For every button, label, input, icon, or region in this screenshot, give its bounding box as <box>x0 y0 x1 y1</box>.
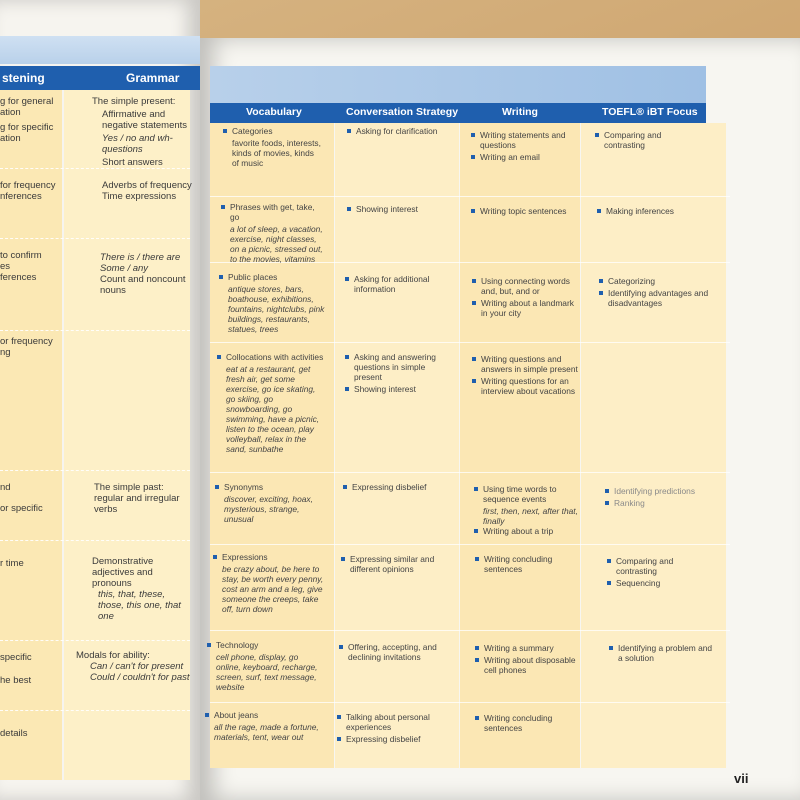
grammar-item: Time expressions <box>102 191 177 202</box>
listening-cell <box>0 336 53 358</box>
grammar-title: The simple present: <box>92 96 176 107</box>
vocabulary-subtext: discover, exciting, hoax, mysterious, strange, unusual <box>224 494 313 524</box>
right-header-band <box>210 66 706 104</box>
conversation-item: Asking for additional information <box>344 274 454 294</box>
grammar-cell <box>92 96 192 168</box>
right-column-header-bar <box>210 103 706 123</box>
grammar-cell <box>94 482 192 515</box>
vocabulary-cell <box>214 482 324 524</box>
vocabulary-subtext: eat at a restaurant, get fresh air, get some exercise, go ice skating, go skiing, go snowboarding, go swimming, have a picnic, listen to the ocean, play volleyball, relax in the sand, sunbathe <box>226 364 320 454</box>
conversation-strategy-header: Conversation Strategy <box>346 106 459 118</box>
writing-header: Writing <box>502 106 538 118</box>
vocabulary-subtext: cell phone, display, go online, keyboard, recharge, screen, surf, text message, website <box>216 652 318 692</box>
vocabulary-cell <box>220 202 326 264</box>
conversation-item: Asking and answering questions in simple present <box>344 352 454 382</box>
text-line: details <box>0 728 28 739</box>
writing-item: Writing about disposable cell phones <box>474 655 584 675</box>
writing-cell <box>470 130 576 164</box>
toefl-header: TOEFL® iBT Focus <box>602 106 698 118</box>
grammar-item: The simple past: regular and irregular verbs <box>94 482 180 515</box>
writing-cell <box>473 484 581 538</box>
left-page <box>0 0 200 800</box>
toefl-item: Making inferences <box>596 206 706 216</box>
vocabulary-item: Technology <box>206 640 324 650</box>
writing-item: Writing an email <box>470 152 576 162</box>
listening-cell <box>0 728 27 739</box>
writing-cell <box>474 554 582 576</box>
vocabulary-item: About jeans <box>204 710 324 720</box>
row-divider <box>210 544 730 545</box>
conversation-item: Showing interest <box>344 384 454 394</box>
row-divider <box>210 472 730 473</box>
vocabulary-cell <box>222 126 322 168</box>
row-divider <box>0 330 190 331</box>
text-line: ation <box>0 107 21 118</box>
toefl-column <box>581 123 726 768</box>
writing-cell <box>474 713 584 735</box>
toefl-item: Ranking <box>604 498 724 508</box>
toefl-item: Identifying a problem and a solution <box>608 643 718 663</box>
grammar-item: Can / can't for present <box>90 661 184 672</box>
toefl-item: Identifying advantages and disadvantages <box>598 288 710 308</box>
toefl-item: Categorizing <box>598 276 710 286</box>
vocabulary-item: Phrases with get, take, go <box>220 202 326 222</box>
writing-item: Writing about a trip <box>473 526 581 536</box>
row-divider <box>0 640 190 641</box>
toefl-cell <box>608 643 718 665</box>
row-divider <box>0 470 190 471</box>
vocabulary-cell <box>216 352 326 454</box>
text-line: he best <box>0 675 32 686</box>
conversation-cell <box>340 554 454 576</box>
conversation-cell <box>342 482 454 494</box>
grammar-item: Adverbs of frequency <box>102 180 192 191</box>
toefl-cell <box>598 276 710 310</box>
text-line: ferences <box>0 272 37 283</box>
writing-cell <box>471 354 579 398</box>
toefl-cell <box>604 486 724 510</box>
text-line: es <box>0 261 11 272</box>
toefl-cell <box>606 556 716 590</box>
vocabulary-cell <box>204 710 324 742</box>
toefl-cell <box>596 206 706 218</box>
listening-cell <box>0 652 32 686</box>
grammar-item: Yes / no and wh- questions <box>102 133 173 155</box>
vocabulary-subtext: favorite foods, interests, kinds of movies, kinds of music <box>232 138 321 168</box>
writing-item: Writing concluding sentences <box>474 713 584 733</box>
listening-cell <box>0 558 24 569</box>
writing-subtext: first, then, next, after that, finally <box>483 506 578 526</box>
writing-item: Using time words to sequence events <box>473 484 581 504</box>
conversation-cell <box>344 274 454 296</box>
row-divider <box>210 630 730 631</box>
vocabulary-cell <box>212 552 324 614</box>
page-number: vii <box>734 771 749 786</box>
text-line: g for general <box>0 96 54 107</box>
grammar-item: Some / any <box>100 263 149 274</box>
listening-cell <box>0 96 53 144</box>
grammar-header: Grammar <box>126 71 180 85</box>
conversation-item: Expressing disbelief <box>336 734 454 744</box>
conversation-item: Talking about personal experiences <box>336 712 454 732</box>
conversation-cell <box>338 642 454 664</box>
text-line: to confirm <box>0 250 42 261</box>
conversation-cell <box>336 712 454 746</box>
toefl-cell <box>594 130 704 152</box>
left-header-band <box>0 36 200 64</box>
conversation-column <box>335 123 459 768</box>
text-line: ation <box>0 133 21 144</box>
toefl-item: Sequencing <box>606 578 716 588</box>
row-divider <box>210 196 730 197</box>
vocabulary-subtext: all the rage, made a fortune, materials, tent, wear out <box>214 722 319 742</box>
grammar-subtext: this, that, these, those, this one, that one <box>98 589 181 622</box>
conversation-item: Expressing similar and different opinions <box>340 554 454 574</box>
writing-item: Writing topic sentences <box>470 206 576 216</box>
writing-cell <box>470 206 576 218</box>
grammar-item: There is / there are <box>100 252 181 263</box>
row-divider <box>210 702 730 703</box>
vocabulary-subtext: antique stores, bars, boathouse, exhibitions, fountains, nightclubs, pink buildings, restaurants, statues, trees <box>228 284 325 334</box>
vocabulary-subtext: a lot of sleep, a vacation, exercise, night classes, on a picnic, stressed out, to the movies, vitamins <box>230 224 323 264</box>
text-line: g for specific <box>0 122 54 133</box>
grammar-cell <box>102 180 192 202</box>
text-line: specific <box>0 652 32 663</box>
vocabulary-item: Public places <box>218 272 326 282</box>
conversation-cell <box>344 352 454 396</box>
vocabulary-cell <box>218 272 326 334</box>
text-line: nferences <box>0 191 42 202</box>
grammar-item: Could / couldn't for past <box>90 672 190 683</box>
left-column-header-bar <box>0 66 200 90</box>
writing-item: Writing about a landmark in your city <box>471 298 577 318</box>
grammar-cell <box>100 252 192 296</box>
writing-item: Writing statements and questions <box>470 130 576 150</box>
row-divider <box>0 540 190 541</box>
writing-item: Writing concluding sentences <box>474 554 582 574</box>
row-divider <box>210 342 730 343</box>
grammar-item: Affirmative and negative statements <box>102 109 188 131</box>
conversation-item: Asking for clarification <box>346 126 454 136</box>
row-divider <box>0 168 190 169</box>
text-line: nd <box>0 482 11 493</box>
grammar-item: Count and noncount nouns <box>100 274 186 296</box>
grammar-item: Demonstrative adjectives and pronouns <box>92 556 154 589</box>
listening-cell <box>0 180 55 202</box>
grammar-cell <box>76 650 192 683</box>
text-line: for frequency <box>0 180 56 191</box>
conversation-item: Offering, accepting, and declining invitations <box>338 642 454 662</box>
row-divider <box>0 710 190 711</box>
writing-item: Writing a summary <box>474 643 584 653</box>
row-divider <box>0 238 190 239</box>
writing-item: Writing questions for an interview about vacations <box>471 376 579 396</box>
conversation-cell <box>346 204 454 216</box>
vocabulary-item: Collocations with activities <box>216 352 326 362</box>
vocabulary-subtext: be crazy about, be here to stay, be worth every penny, cost an arm and a leg, give someone the creeps, take off, turn down <box>222 564 324 614</box>
toefl-item: Comparing and contrasting <box>606 556 716 576</box>
vocabulary-header: Vocabulary <box>246 106 302 118</box>
listening-header: stening <box>2 71 45 85</box>
text-line: ng <box>0 347 11 358</box>
text-line: or frequency <box>0 336 53 347</box>
text-line: or specific <box>0 503 43 514</box>
toefl-item: Identifying predictions <box>604 486 724 496</box>
writing-item: Using connecting words and, but, and or <box>471 276 577 296</box>
listening-cell <box>0 482 43 514</box>
listening-cell <box>0 250 42 283</box>
grammar-title: Modals for ability: <box>76 650 150 661</box>
writing-item: Writing questions and answers in simple present <box>471 354 579 374</box>
conversation-item: Expressing disbelief <box>342 482 454 492</box>
conversation-item: Showing interest <box>346 204 454 214</box>
writing-cell <box>474 643 584 677</box>
text-line: r time <box>0 558 24 569</box>
vocabulary-item: Categories <box>222 126 322 136</box>
vocabulary-item: Synonyms <box>214 482 324 492</box>
vocabulary-cell <box>206 640 324 692</box>
grammar-cell <box>92 556 192 622</box>
writing-cell <box>471 276 577 320</box>
toefl-item: Comparing and contrasting <box>594 130 704 150</box>
conversation-cell <box>346 126 454 138</box>
vocabulary-item: Expressions <box>212 552 324 562</box>
grammar-item: Short answers <box>102 157 163 168</box>
